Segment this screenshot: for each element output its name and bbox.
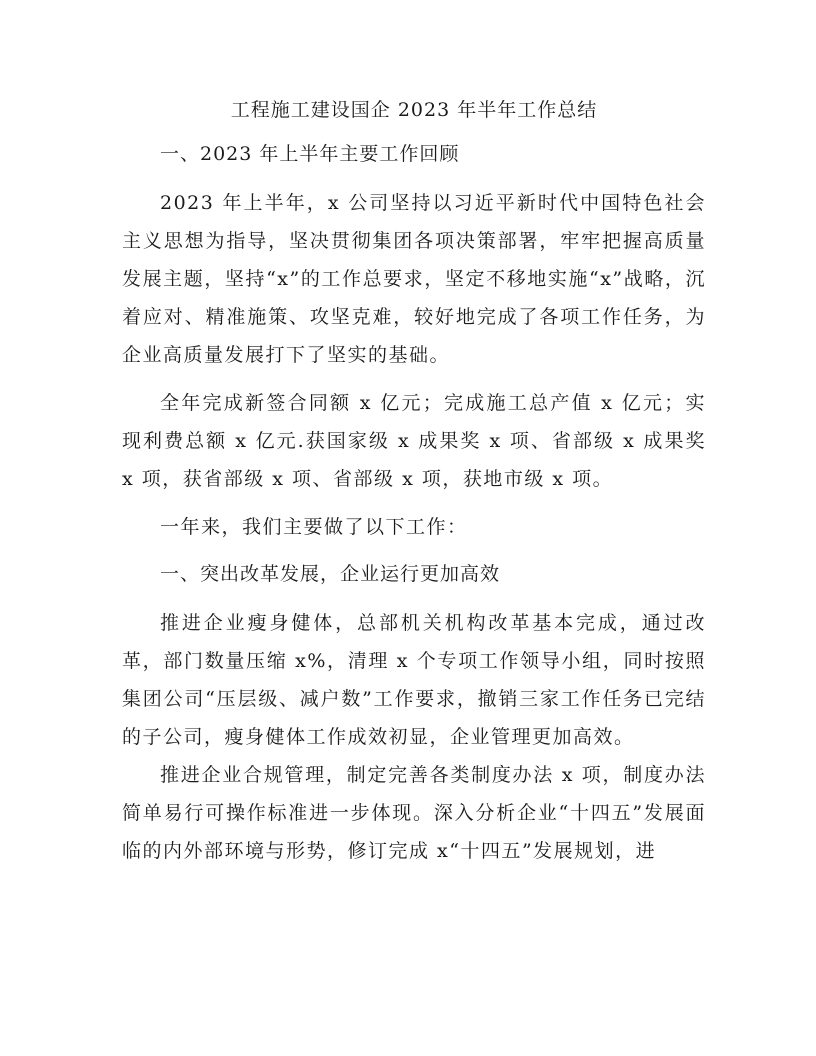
paragraph-intro-work: 一年来，我们主要做了以下工作：	[160, 516, 468, 538]
paragraph-compliance: 推进企业合规管理，制定完善各类制度办法 x 项，制度办法简单易行可操作标准进一步体现。深入分析企业“十四五”发展面临的内外部环境与形势，修订完成 x“十四五”发展规划，进	[122, 764, 706, 862]
paragraph-restructuring: 推进企业瘦身健体，总部机关机构改革基本完成，通过改革，部门数量压缩 x%，清理 x 个专项工作领导小组，同时按照集团公司“压层级、减户数”工作要求，撤销三家工作任务已完结的子公司，瘦身健体工作成效初显，企业管理更加高效。	[122, 612, 706, 748]
document-page	[122, 92, 706, 870]
section-heading-review: 一、2023 年上半年主要工作回顾	[160, 143, 460, 165]
paragraph-overview: 2023 年上半年，x 公司坚持以习近平新时代中国特色社会主义思想为指导，坚决贯彻集团各项决策部署，牢牢把握高质量发展主题，坚持“x”的工作总要求，坚定不移地实施“x”战略，沉着应对、精准施策、攻坚克难，较好地完成了各项工作任务，为企业高质量发展打下了坚实的基础。	[122, 192, 706, 366]
document-title: 工程施工建设国企 2023 年半年工作总结	[230, 99, 598, 121]
paragraph-figures: 全年完成新签合同额 x 亿元；完成施工总产值 x 亿元；实现利费总额 x 亿元.获国家级 x 成果奖 x 项、省部级 x 成果奖 x 项，获省部级 x 项、省部级 x 项，获地市级 x 项。	[122, 392, 706, 490]
section-heading-reform: 一、突出改革发展，企业运行更加高效	[160, 563, 501, 585]
